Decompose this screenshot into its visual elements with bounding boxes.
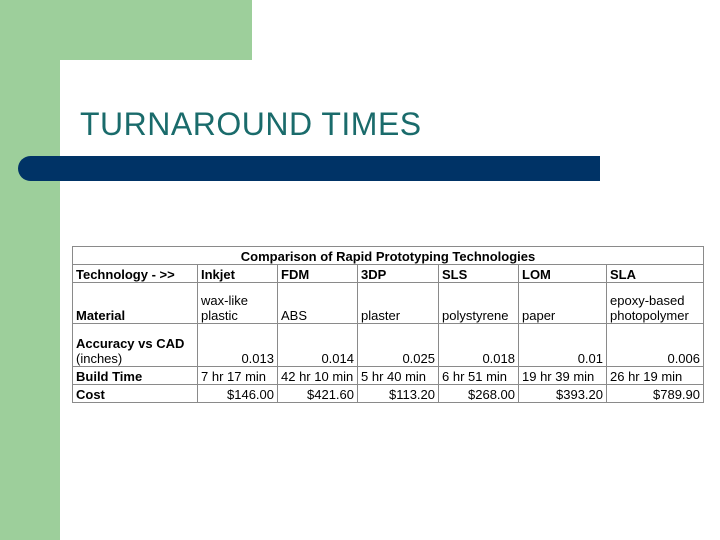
accuracy-label: Accuracy vs CAD (76, 336, 185, 351)
accuracy-cell: 0.018 (439, 324, 519, 367)
cost-cell: $789.90 (607, 385, 704, 403)
cost-cell: $113.20 (358, 385, 439, 403)
material-cell: polystyrene (439, 283, 519, 324)
material-row (73, 283, 704, 324)
material-cell: paper (519, 283, 607, 324)
accuracy-unit: (inches) (76, 351, 123, 366)
title-underline-bar (18, 156, 600, 181)
accuracy-row (73, 324, 704, 367)
accuracy-cell: 0.006 (607, 324, 704, 367)
accuracy-cell: 0.01 (519, 324, 607, 367)
tech-header: LOM (519, 265, 607, 283)
cost-cell: $146.00 (198, 385, 278, 403)
green-top-band (0, 0, 252, 60)
comparison-table (72, 246, 704, 403)
accuracy-cell: 0.025 (358, 324, 439, 367)
material-cell: plaster (358, 283, 439, 324)
material-cell: epoxy-based photopolymer (607, 283, 704, 324)
accuracy-cell: 0.013 (198, 324, 278, 367)
cost-cell: $268.00 (439, 385, 519, 403)
row-label-accuracy (73, 324, 198, 367)
tech-header: SLS (439, 265, 519, 283)
row-label-technology: Technology - >> (73, 265, 198, 283)
build-time-cell: 6 hr 51 min (439, 367, 519, 385)
technology-row (73, 265, 704, 283)
build-time-cell: 42 hr 10 min (278, 367, 358, 385)
tech-header: 3DP (358, 265, 439, 283)
build-time-cell: 19 hr 39 min (519, 367, 607, 385)
slide-title: TURNAROUND TIMES (80, 106, 422, 142)
cost-cell: $393.20 (519, 385, 607, 403)
build-time-cell: 26 hr 19 min (607, 367, 704, 385)
row-label-build-time: Build Time (73, 367, 198, 385)
caption-row (73, 247, 704, 265)
tech-header: Inkjet (198, 265, 278, 283)
build-time-row (73, 367, 704, 385)
accuracy-cell: 0.014 (278, 324, 358, 367)
cost-cell: $421.60 (278, 385, 358, 403)
green-left-band (0, 60, 60, 540)
tech-header: FDM (278, 265, 358, 283)
row-label-material: Material (73, 283, 198, 324)
tech-header: SLA (607, 265, 704, 283)
build-time-cell: 7 hr 17 min (198, 367, 278, 385)
cost-row (73, 385, 704, 403)
material-cell: wax-like plastic (198, 283, 278, 324)
build-time-cell: 5 hr 40 min (358, 367, 439, 385)
row-label-cost: Cost (73, 385, 198, 403)
material-cell: ABS (278, 283, 358, 324)
table-caption: Comparison of Rapid Prototyping Technologies (73, 247, 704, 265)
